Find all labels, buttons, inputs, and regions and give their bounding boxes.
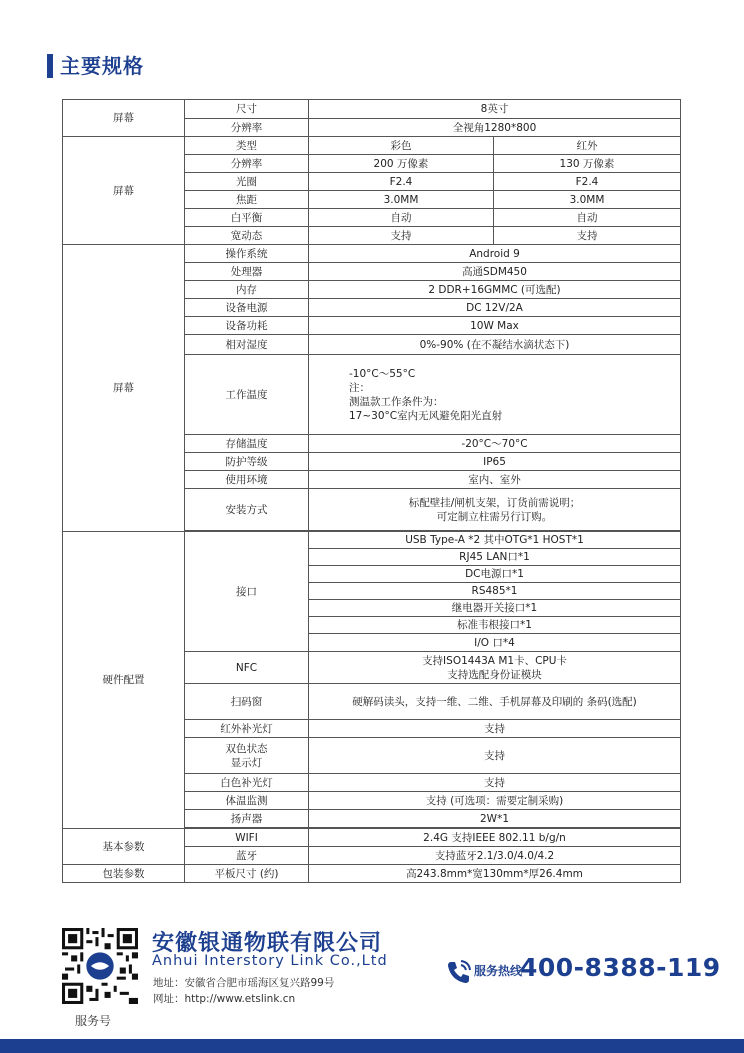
- spec-line: 显示灯: [230, 756, 263, 769]
- spec-line: 注：: [349, 381, 370, 394]
- spec-label: 工作温度: [185, 355, 309, 435]
- table-row: [63, 245, 681, 263]
- spec-value: Android 9: [309, 245, 681, 263]
- spec-label: 光圈: [185, 173, 309, 191]
- company-website[interactable]: 网址：http://www.etslink.cn: [153, 993, 296, 1005]
- phone-icon: [445, 958, 473, 986]
- spec-value: 室内、室外: [309, 471, 681, 489]
- company-name-cn: 安徽银通物联有限公司: [152, 931, 383, 956]
- company-name-en: Anhui Interstory Link Co.,Ltd: [152, 953, 388, 969]
- table-row: [63, 100, 681, 119]
- spec-label: 存储温度: [185, 435, 309, 453]
- hotline-label: 服务热线: [474, 964, 523, 978]
- spec-table: [62, 99, 681, 883]
- spec-label-multiline: [185, 738, 309, 774]
- spec-value-multiline: [309, 355, 681, 435]
- spec-value: 支持蓝牙2.1/3.0/4.0/4.2: [309, 847, 681, 865]
- category-cell: 硬件配置: [63, 532, 185, 829]
- page-title: 主要规格: [60, 54, 144, 78]
- category-cell: 包装参数: [63, 865, 185, 883]
- spec-value-ir: 130 万像素: [494, 155, 681, 173]
- spec-value-color: 支持: [309, 227, 494, 245]
- spec-label: 体温监测: [185, 792, 309, 810]
- spec-value: 2 DDR+16GMMC (可选配): [309, 281, 681, 299]
- spec-label: 蓝牙: [185, 847, 309, 865]
- spec-line: 支持选配身份证模块: [447, 668, 542, 681]
- spec-value-ir: 红外: [494, 137, 681, 155]
- spec-line: 标配壁挂/闸机支架，订货前需说明；: [408, 496, 581, 509]
- spec-value: 支持 (可选项：需要定制采购): [309, 792, 681, 810]
- spec-label: 处理器: [185, 263, 309, 281]
- spec-value: RS485*1: [309, 583, 681, 600]
- company-address: 地址：安徽省合肥市瑶海区复兴路99号: [153, 977, 335, 989]
- spec-label: 接口: [185, 532, 309, 652]
- spec-value-ir: 3.0MM: [494, 191, 681, 209]
- table-row: [63, 829, 681, 847]
- spec-value-color: 200 万像素: [309, 155, 494, 173]
- spec-label: WIFI: [185, 829, 309, 847]
- spec-line: -10°C～55°C: [349, 367, 416, 380]
- spec-value: 高通SDM450: [309, 263, 681, 281]
- spec-label: NFC: [185, 652, 309, 684]
- spec-value: -20°C～70°C: [309, 435, 681, 453]
- spec-label: 分辨率: [185, 155, 309, 173]
- spec-value-multiline: [309, 489, 681, 531]
- spec-value: DC电源口*1: [309, 566, 681, 583]
- qr-caption: 服务号: [75, 1014, 112, 1028]
- spec-value: 支持: [309, 738, 681, 774]
- spec-label: 相对湿度: [185, 335, 309, 355]
- spec-label: 白色补光灯: [185, 774, 309, 792]
- hotline-number[interactable]: 400-8388-119: [520, 953, 721, 982]
- spec-line: 测温款工作条件为：: [349, 395, 444, 408]
- table-row: [63, 532, 681, 549]
- spec-line: 双色状态: [225, 742, 268, 755]
- spec-label: 使用环境: [185, 471, 309, 489]
- spec-value-ir: 自动: [494, 209, 681, 227]
- spec-line: 可定制立柱需另行订购。: [436, 510, 553, 523]
- spec-label: 红外补光灯: [185, 720, 309, 738]
- spec-label: 设备电源: [185, 299, 309, 317]
- spec-value: 支持: [309, 774, 681, 792]
- spec-label: 白平衡: [185, 209, 309, 227]
- spec-label: 焦距: [185, 191, 309, 209]
- spec-value-color: F2.4: [309, 173, 494, 191]
- spec-value: DC 12V/2A: [309, 299, 681, 317]
- spec-label: 扫码窗: [185, 684, 309, 720]
- spec-value: 2.4G 支持IEEE 802.11 b/g/n: [309, 829, 681, 847]
- spec-value: 全视角1280*800: [309, 119, 681, 137]
- spec-label: 扬声器: [185, 810, 309, 828]
- spec-label: 操作系统: [185, 245, 309, 263]
- spec-label: 分辨率: [185, 119, 309, 137]
- spec-label: 内存: [185, 281, 309, 299]
- bottom-accent-bar: [0, 1039, 744, 1053]
- spec-value-ir: F2.4: [494, 173, 681, 191]
- spec-value: 支持: [309, 720, 681, 738]
- spec-line: 17~30°C室内无风避免阳光直射: [349, 409, 503, 422]
- footer: [0, 920, 744, 1053]
- spec-value: RJ45 LAN口*1: [309, 549, 681, 566]
- spec-value: 硬解码读头，支持一维、二维、手机屏幕及印刷的 条码(选配): [309, 684, 681, 720]
- spec-label: 设备功耗: [185, 317, 309, 335]
- spec-value: USB Type-A *2 其中OTG*1 HOST*1: [309, 532, 681, 549]
- title-accent-bar: [47, 54, 53, 78]
- spec-label: 平板尺寸 (约): [185, 865, 309, 883]
- spec-line: 支持ISO1443A M1卡、CPU卡: [422, 654, 567, 667]
- qr-code-icon: [62, 928, 138, 1004]
- spec-label: 安装方式: [185, 489, 309, 531]
- table-row: [63, 137, 681, 155]
- spec-label: 尺寸: [185, 100, 309, 119]
- spec-value: 标准韦根接口*1: [309, 617, 681, 634]
- spec-value: 继电器开关接口*1: [309, 600, 681, 617]
- category-cell: 屏幕: [63, 245, 185, 532]
- spec-value: 10W Max: [309, 317, 681, 335]
- spec-value-color: 自动: [309, 209, 494, 227]
- spec-label: 类型: [185, 137, 309, 155]
- spec-label: 防护等级: [185, 453, 309, 471]
- category-cell: 屏幕: [63, 100, 185, 137]
- spec-value-ir: 支持: [494, 227, 681, 245]
- spec-value: I/O 口*4: [309, 634, 681, 652]
- spec-value-color: 3.0MM: [309, 191, 494, 209]
- spec-value-multiline: [309, 652, 681, 684]
- spec-value: 0%-90% (在不凝结水滴状态下): [309, 335, 681, 355]
- spec-value-color: 彩色: [309, 137, 494, 155]
- category-cell: 基本参数: [63, 829, 185, 865]
- spec-value: 8英寸: [309, 100, 681, 119]
- spec-label: 宽动态: [185, 227, 309, 245]
- spec-value: IP65: [309, 453, 681, 471]
- spec-value: 高243.8mm*宽130mm*厚26.4mm: [309, 865, 681, 883]
- spec-value: 2W*1: [309, 810, 681, 828]
- category-cell: 屏幕: [63, 137, 185, 245]
- table-row: [63, 865, 681, 883]
